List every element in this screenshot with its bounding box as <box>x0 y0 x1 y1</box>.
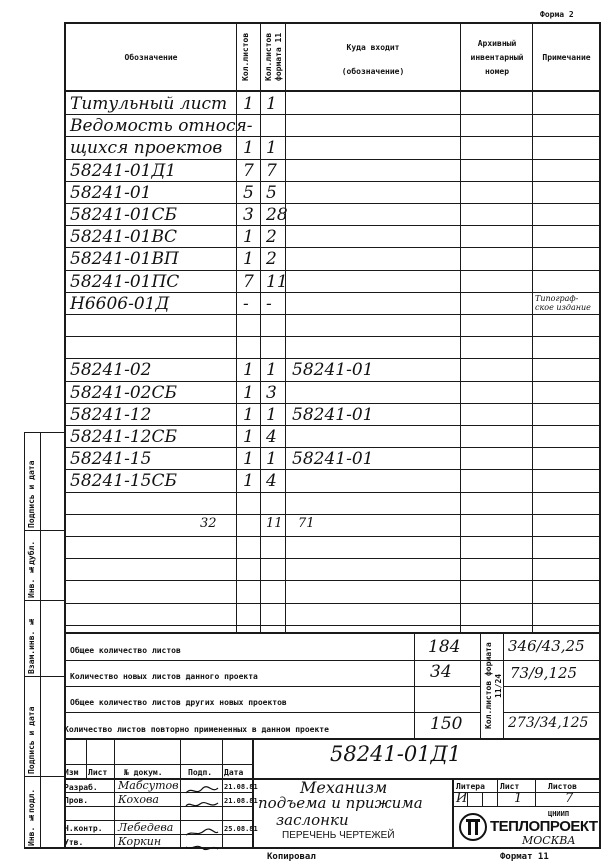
row-format-count: - <box>266 294 272 314</box>
row-format-count: 1 <box>266 449 277 469</box>
totals-v-2 <box>480 632 481 738</box>
new-sheets-format: 73/9,125 <box>510 664 578 682</box>
row-line <box>64 580 600 581</box>
tb-list-value: 1 <box>514 791 523 806</box>
row-sheet-count: 1 <box>243 405 254 425</box>
tb-v-3 <box>180 738 181 848</box>
header-sheet-count-format: Кол.листов формата 11 <box>264 32 283 82</box>
row-sheet-count: 1 <box>243 449 254 469</box>
row-format-count: 1 <box>266 138 277 158</box>
total-sheets-format: 346/43,25 <box>508 637 585 655</box>
tb-right-v <box>452 778 454 848</box>
row-included-in: 58241-01 <box>292 405 374 425</box>
header-bottom-line <box>64 90 600 92</box>
header-archive-2: инвентарный <box>470 53 524 62</box>
row-line <box>64 181 600 182</box>
tb-right-v3 <box>535 778 536 806</box>
row-line <box>64 225 600 226</box>
header-note: Примечание <box>542 53 591 62</box>
header-sheet-count: Кол.листов <box>241 32 250 82</box>
total-sheets-label: Общее количество листов <box>70 646 181 655</box>
row-format-count: 5 <box>266 183 277 203</box>
row-note: Типограф-ское издание <box>535 294 591 312</box>
row-line <box>64 514 600 515</box>
tb-row-line-a <box>64 764 252 765</box>
org-name: ТЕПЛОПРОЕКТ <box>490 818 598 835</box>
org-logo <box>458 812 488 842</box>
row-format-count: 2 <box>266 249 277 269</box>
row-sheet-count: - <box>243 294 249 314</box>
tb-col-sheet: Лист <box>88 768 108 777</box>
other-sheets-label: Общее количество листов других новых проектов <box>70 698 287 707</box>
row-line <box>64 603 600 604</box>
row-format-count: 1 <box>266 405 277 425</box>
tb-col-change: Изм <box>64 768 79 777</box>
row-sheet-count: 1 <box>243 360 254 380</box>
tb-litera-label: Литера <box>456 782 485 791</box>
tb-name-normcontrol: Лебедева <box>118 821 174 834</box>
row-line <box>64 536 600 537</box>
row-line <box>64 425 600 426</box>
row-sheet-count: 1 <box>243 138 254 158</box>
row-designation: 58241-12 <box>70 405 152 425</box>
row-line <box>64 247 600 248</box>
row-sheet-count: 1 <box>243 94 254 114</box>
row-line <box>64 381 600 382</box>
tb-right-h1 <box>452 792 600 793</box>
row-format-count: 1 <box>266 94 277 114</box>
new-sheets-value: 34 <box>430 662 452 682</box>
tb-signature-approved <box>184 837 220 847</box>
row-format-count: 1 <box>266 360 277 380</box>
row-line <box>64 336 600 337</box>
tb-row-normcontrol: Н.контр. <box>64 824 103 833</box>
tb-lists-label: Листов <box>548 782 577 791</box>
tb-row-developed: Разраб. <box>64 783 98 792</box>
row-sheet-count: 1 <box>243 383 254 403</box>
tb-col-docnum: № докум. <box>124 768 163 777</box>
totals-line-1 <box>64 660 600 661</box>
row-designation: 58241-02 <box>70 360 152 380</box>
row-designation: 32 <box>200 516 217 531</box>
row-designation: Ведомость относя- <box>70 116 253 136</box>
row-included-in: 58241-01 <box>292 360 374 380</box>
side-sep-4 <box>24 776 66 777</box>
row-designation: 58241-15СБ <box>70 471 177 491</box>
tb-col-sign: Подп. <box>188 768 213 777</box>
row-designation: Титульный лист <box>70 94 228 114</box>
tb-date-developed: 21.08.81 <box>224 783 258 791</box>
row-line <box>64 625 600 626</box>
row-sheet-count: 7 <box>243 272 254 292</box>
frame-right <box>599 22 601 848</box>
side-sign-date-1: Подпись и дата <box>27 460 36 528</box>
row-designation: 58241-02СБ <box>70 383 177 403</box>
totals-top <box>64 632 600 634</box>
totals-v-1 <box>414 632 415 738</box>
side-sep-2 <box>24 600 66 601</box>
tb-list-label: Лист <box>500 782 520 791</box>
row-sheet-count: 11 <box>266 516 283 531</box>
tb-right-h2 <box>452 806 600 807</box>
frame-top <box>64 22 600 24</box>
row-format-count: 11 <box>266 272 288 292</box>
row-sheet-count: 7 <box>243 161 254 181</box>
form-label: Форма 2 <box>540 10 574 19</box>
header-archive-1: Архивный <box>477 39 517 48</box>
tb-lists-value: 7 <box>565 791 574 806</box>
row-line <box>64 469 600 470</box>
row-line <box>64 136 600 137</box>
row-line <box>64 114 600 115</box>
totals-line-3r <box>503 712 600 713</box>
tb-v-4 <box>222 738 223 848</box>
row-line <box>64 203 600 204</box>
tb-doc-code: 58241-01Д1 <box>330 742 462 766</box>
totals-format-header: Кол.листов формата 11/24 <box>484 642 503 730</box>
row-sheet-count: 3 <box>243 205 254 225</box>
tb-title-line-3: заслонки <box>276 811 349 829</box>
tb-right-v-lit2 <box>482 792 483 806</box>
row-sheet-count: 1 <box>243 227 254 247</box>
row-format-count: 2 <box>266 227 277 247</box>
org-top: ЦНИИП <box>548 810 570 818</box>
tb-v-2 <box>114 738 115 848</box>
reused-sheets-label: Количество листов повторно примененных в данном проекте <box>64 725 329 734</box>
row-line <box>64 270 600 271</box>
row-format-count: 71 <box>298 516 315 531</box>
new-sheets-label: Количество новых листов данного проекта <box>70 672 258 681</box>
row-line <box>64 558 600 559</box>
org-logo-icon <box>458 812 488 842</box>
header-included-in: Куда входит <box>346 43 400 52</box>
row-format-count: 4 <box>266 471 277 491</box>
row-line <box>64 314 600 315</box>
row-format-count: 28 <box>266 205 288 225</box>
tb-date-normcontrol: 25.08.81 <box>224 825 258 833</box>
frame-bottom <box>24 847 601 849</box>
side-sep-1 <box>24 530 66 531</box>
totals-line-3 <box>64 712 480 713</box>
row-sheet-count: 1 <box>243 471 254 491</box>
format-label: Формат 11 <box>500 852 549 862</box>
row-designation: 58241-15 <box>70 449 152 469</box>
side-sep-3 <box>24 676 66 677</box>
row-designation: 58241-01 <box>70 183 152 203</box>
row-designation: 58241-01СБ <box>70 205 177 225</box>
header-included-in-sub: (обозначение) <box>341 67 405 76</box>
tb-name-checked: Кохова <box>118 793 159 806</box>
row-line <box>64 358 600 359</box>
header-archive-3: номер <box>484 67 510 76</box>
total-sheets-value: 184 <box>428 637 461 657</box>
totals-line-2 <box>64 686 480 687</box>
tb-title-line-1: Механизм <box>300 778 388 797</box>
side-sign-date-2: Подпись и дата <box>27 706 36 774</box>
tb-signature-developed <box>184 781 220 791</box>
row-format-count: 4 <box>266 427 277 447</box>
totals-line-2r <box>503 686 600 687</box>
header-designation: Обозначение <box>124 53 178 62</box>
tb-v-1 <box>86 738 87 780</box>
side-instead-inv: Взам.инв. № <box>27 616 36 674</box>
tb-signature-normcontrol <box>184 823 220 833</box>
tb-signature-checked <box>184 795 220 805</box>
tb-date-checked: 21.08.81 <box>224 797 258 805</box>
row-sheet-count: 1 <box>243 249 254 269</box>
side-strip-inner <box>40 432 41 848</box>
side-strip-left <box>24 432 25 848</box>
tb-name-developed: Мабсутов <box>118 779 179 792</box>
row-sheet-count: 5 <box>243 183 254 203</box>
tb-row-checked: Пров. <box>64 796 89 805</box>
row-line <box>64 403 600 404</box>
row-format-count: 3 <box>266 383 277 403</box>
tb-title-print: ПЕРЕЧЕНЬ ЧЕРТЕЖЕЙ <box>282 830 395 841</box>
org-city: МОСКВА <box>522 834 576 847</box>
row-designation: щихся проектов <box>70 138 223 158</box>
row-designation: 58241-01Д1 <box>70 161 177 181</box>
reused-sheets-format: 273/34,125 <box>508 715 589 731</box>
row-included-in: 58241-01 <box>292 449 374 469</box>
side-inv-dup: Инв. №дубл. <box>27 540 36 598</box>
tb-row-line-d <box>64 806 252 807</box>
row-line <box>64 159 600 160</box>
tb-row-approved: Утв. <box>64 838 84 847</box>
row-format-count: 7 <box>266 161 277 181</box>
row-designation: 58241-12СБ <box>70 427 177 447</box>
side-strip-top <box>24 432 66 433</box>
row-designation: 58241-01ВС <box>70 227 177 247</box>
tb-title-line-2: подъема и прижима <box>258 794 423 812</box>
row-line <box>64 447 600 448</box>
row-designation: Н6606-01Д <box>70 294 170 314</box>
reused-sheets-value: 150 <box>430 714 463 734</box>
tb-col-date: Дата <box>224 768 244 777</box>
tb-litera-value: И <box>456 791 468 806</box>
row-sheet-count: 1 <box>243 427 254 447</box>
row-designation: 58241-01ПС <box>70 272 180 292</box>
row-line <box>64 292 600 293</box>
copied-label: Копировал <box>267 852 316 862</box>
tb-name-approved: Коркин <box>118 835 162 848</box>
tb-top <box>64 738 600 740</box>
row-line <box>64 492 600 493</box>
tb-right-v2 <box>497 778 498 806</box>
row-designation: 58241-01ВП <box>70 249 179 269</box>
side-inv-orig: Инв. №подл. <box>27 788 36 846</box>
